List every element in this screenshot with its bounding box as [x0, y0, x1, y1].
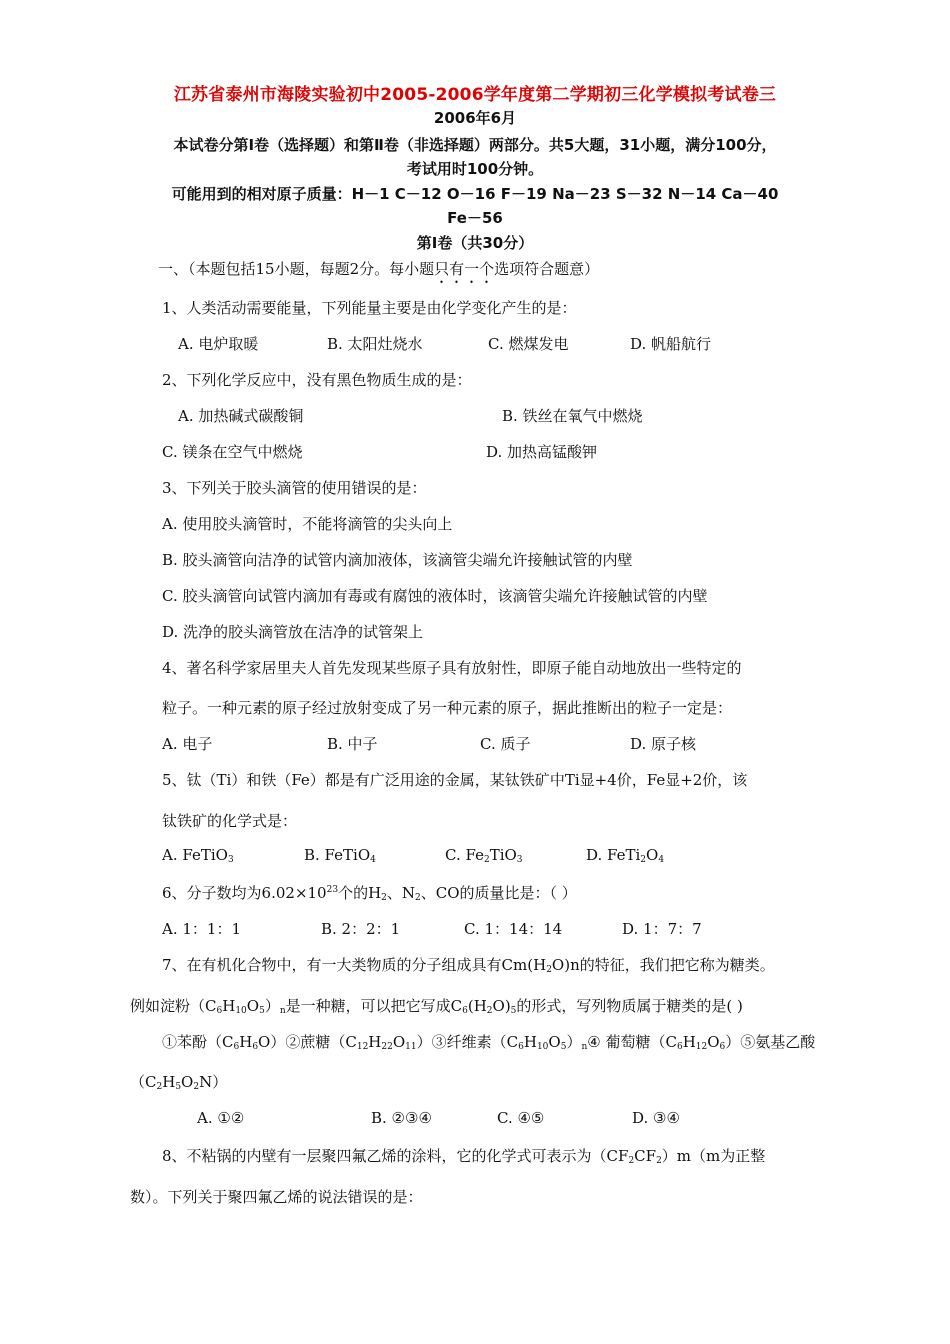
q7-c5-s2: 5 [175, 1082, 182, 1092]
q4-option-c: C. 质子 [480, 735, 531, 753]
q5-option-c-sub2: 3 [516, 855, 523, 865]
q8-l1-c: ）m（m为正整 [661, 1147, 766, 1165]
q6-option-b: B. 2：2：1 [321, 920, 401, 938]
q7-compounds-line1 [162, 1031, 815, 1052]
q6-stem-text3: 、N [386, 884, 416, 902]
q1-option-c: C. 燃煤发电 [488, 335, 569, 353]
q7-stem-text2: O)n的特征，我们把它称为糖类。 [551, 956, 775, 974]
q6-stem-text4: 、CO的质量比是：（ ） [420, 884, 577, 902]
q3-option-a: A. 使用胶头滴管时，不能将滴管的尖头向上 [162, 515, 453, 533]
q5-option-b-sub: 4 [370, 855, 376, 865]
q8-l1-s2: 2 [656, 1156, 662, 1166]
q7-option-a: A. ①② [197, 1109, 245, 1127]
q7-c5-b: （C [130, 1073, 157, 1091]
q5-stem-line2: 钛铁矿的化学式是： [162, 812, 298, 830]
q4-option-a: A. 电子 [162, 735, 213, 753]
q6-stem-text: 6、分子数均为6.02×10 [162, 884, 327, 902]
part1-title: 第Ⅰ卷（共30分） [416, 234, 534, 252]
q7-c4-a: ④ 葡萄糖（C [587, 1033, 677, 1051]
section1-intro-text: 一、（本题包括15小题，每题2分。每小题 [158, 260, 435, 278]
q5-option-d-text: D. FeTi [586, 846, 641, 864]
q8-stem-line1 [162, 1145, 765, 1166]
q7-c1-s2: 6 [252, 1042, 259, 1052]
q5-option-a-sub: 3 [227, 855, 234, 865]
q5-option-d [586, 846, 664, 865]
q7-l2-t3: O [246, 997, 260, 1015]
q6-stem-sup: 23 [326, 885, 339, 895]
section1-intro-text-end: 选项符合题意） [494, 260, 600, 278]
q4-option-b: B. 中子 [327, 735, 378, 753]
section1-intro [158, 258, 599, 287]
q7-c3-s2: 10 [536, 1042, 549, 1052]
q7-c1-a: ①苯酚（C [162, 1033, 234, 1051]
q2-option-d: D. 加热高锰酸钾 [486, 443, 598, 461]
exam-intro-line2: 考试用时100分钟。 [406, 160, 544, 178]
q1-option-d: D. 帆船航行 [630, 335, 712, 353]
atomic-mass-line2: Fe－56 [447, 209, 503, 227]
q7-c4-s1: 6 [676, 1042, 683, 1052]
q6-stem [162, 882, 577, 903]
q5-option-d-text2: O [646, 846, 659, 864]
section1-intro-emphasis: 只有一个 [434, 260, 495, 278]
q7-c2-a: ②蔗糖（C [285, 1033, 357, 1051]
q7-l2-t2: H [222, 997, 236, 1015]
q7-c2-b: H [368, 1033, 382, 1051]
q7-c5-s1: 2 [156, 1082, 163, 1092]
q7-l2-t1: 例如淀粉（C [130, 997, 217, 1015]
q7-c2-s2: 22 [381, 1042, 393, 1052]
q7-l2-s3: 5 [259, 1006, 265, 1016]
q1-option-a: A. 电炉取暖 [178, 335, 259, 353]
q7-c4-d: ） [725, 1033, 741, 1051]
q7-stem-sub: 2 [546, 965, 552, 975]
q5-option-d-sub1: 2 [640, 855, 647, 865]
q3-option-c: C. 胶头滴管向试管内滴加有毒或有腐蚀的液体时，该滴管尖端允许接触试管的内壁 [162, 587, 708, 605]
q4-option-d: D. 原子核 [630, 735, 697, 753]
q7-c3-d: ） [566, 1033, 582, 1051]
q7-c4-s2: 12 [695, 1042, 708, 1052]
q5-option-c-text2: TiO [489, 846, 517, 864]
q7-c5-d: O [181, 1073, 194, 1091]
q7-l2-s7: 5 [510, 1006, 517, 1016]
q7-c1-s1: 6 [233, 1042, 240, 1052]
exam-date: 2006年6月 [433, 109, 517, 127]
q6-option-a: A. 1：1：1 [162, 920, 241, 938]
q7-l2-s5: 6 [462, 1006, 468, 1016]
q7-c3-b: H [523, 1033, 537, 1051]
q2-option-b: B. 铁丝在氧气中燃烧 [502, 407, 643, 425]
q7-stem-line1 [162, 954, 775, 975]
exam-intro-line1: 本试卷分第Ⅰ卷（选择题）和第Ⅱ卷（非选择题）两部分。共5大题，31小题，满分100分， [173, 136, 777, 154]
q7-l2-t7: O) [492, 997, 511, 1015]
q7-c4-b: H [682, 1033, 696, 1051]
q7-option-d: D. ③④ [632, 1109, 680, 1127]
q7-stem-line2 [130, 995, 743, 1016]
q7-stem-text: 7、在有机化合物中，有一大类物质的分子组成具有Cm(H [162, 956, 547, 974]
q8-l1-a: 8、不粘锅的内壁有一层聚四氟乙烯的涂料，它的化学式可表示为（CF [162, 1147, 629, 1165]
q5-stem-line1: 5、钛（Ti）和铁（Fe）都是有广泛用途的金属，某钛铁矿中Ti显+4价，Fe显+2价，该 [162, 771, 748, 789]
q7-c2-d: ） [416, 1033, 432, 1051]
q7-option-c: C. ④⑤ [497, 1109, 545, 1127]
q7-l2-t4: ） [264, 997, 280, 1015]
q8-l1-s1: 2 [628, 1156, 635, 1166]
q8-stem-line2: 数）。下列关于聚四氟乙烯的说法错误的是： [130, 1188, 423, 1206]
q5-option-d-sub2: 4 [658, 855, 665, 865]
q4-stem-line2: 粒子。一种元素的原子经过放射变成了另一种元素的原子，据此推断出的粒子一定是： [162, 699, 733, 717]
q6-stem-sub2: 2 [415, 893, 421, 903]
q7-c3-a: ③纤维素（C [431, 1033, 519, 1051]
q5-option-a-text: A. FeTiO [162, 846, 228, 864]
q6-option-c: C. 1：14：14 [464, 920, 563, 938]
q5-option-b [304, 846, 376, 865]
atomic-mass-line1: 可能用到的相对原子质量：H－1 C－12 O－16 F－19 Na－23 S－32 N－14 Ca－40 [171, 185, 779, 203]
q2-option-a: A. 加热碱式碳酸铜 [178, 407, 304, 425]
q7-l2-t5: 是一种糖，可以把它写成C [285, 997, 463, 1015]
q5-option-c-sub1: 2 [483, 855, 490, 865]
q7-l2-s1: 6 [216, 1006, 223, 1016]
q3-stem: 3、下列关于胶头滴管的使用错误的是： [162, 479, 427, 497]
q1-stem: 1、人类活动需要能量，下列能量主要是由化学变化产生的是： [162, 299, 577, 317]
q7-c5-a: ⑤氨基乙酸 [740, 1033, 816, 1051]
q5-option-c [445, 846, 523, 865]
q7-l2-t8: 的形式，写列物质属于糖类的是( ) [516, 997, 743, 1015]
q3-option-b: B. 胶头滴管向洁净的试管内滴加液体，该滴管尖端允许接触试管的内壁 [162, 551, 633, 569]
q7-l2-t6: (H [467, 997, 487, 1015]
q7-c2-s1: 12 [356, 1042, 369, 1052]
q5-option-b-text: B. FeTiO [304, 846, 371, 864]
q6-stem-text2: 个的H [338, 884, 382, 902]
q7-c4-c: O [707, 1033, 720, 1051]
q7-c5-c: H [162, 1073, 176, 1091]
q7-c3-s1: 6 [518, 1042, 524, 1052]
q7-l2-s6: 2 [486, 1006, 493, 1016]
q7-option-b: B. ②③④ [371, 1109, 432, 1127]
q7-c5-s3: 2 [193, 1082, 200, 1092]
q8-l1-b: CF [634, 1147, 657, 1165]
q2-stem: 2、下列化学反应中，没有黑色物质生成的是： [162, 371, 472, 389]
q7-c4-s3: 6 [719, 1042, 726, 1052]
q4-stem-line1: 4、著名科学家居里夫人首先发现某些原子具有放射性，即原子能自动地放出一些特定的 [162, 659, 742, 677]
q7-c1-b: H [239, 1033, 253, 1051]
q1-option-b: B. 太阳灶烧水 [327, 335, 423, 353]
q2-option-c: C. 镁条在空气中燃烧 [162, 443, 303, 461]
q7-c1-c: O） [258, 1033, 286, 1051]
q7-l2-s4: n [279, 1006, 286, 1016]
q5-option-c-text: C. Fe [445, 846, 484, 864]
q7-c3-c: O [548, 1033, 561, 1051]
q7-c2-c: O [392, 1033, 406, 1051]
q6-stem-sub1: 2 [381, 893, 387, 903]
q5-option-a [162, 846, 234, 865]
q7-c5-e: N） [199, 1073, 228, 1091]
q6-option-d: D. 1：7：7 [622, 920, 702, 938]
q7-l2-s2: 10 [235, 1006, 247, 1016]
q7-compounds-line2 [130, 1071, 227, 1092]
q7-c3-s4: n [581, 1042, 588, 1052]
q7-c2-s3: 11 [405, 1042, 417, 1052]
q7-c3-s3: 5 [560, 1042, 567, 1052]
q3-option-d: D. 洗净的胶头滴管放在洁净的试管架上 [162, 623, 424, 641]
exam-title: 江苏省泰州市海陵实验初中2005-2006学年度第二学期初三化学模拟考试卷三 [173, 85, 777, 105]
